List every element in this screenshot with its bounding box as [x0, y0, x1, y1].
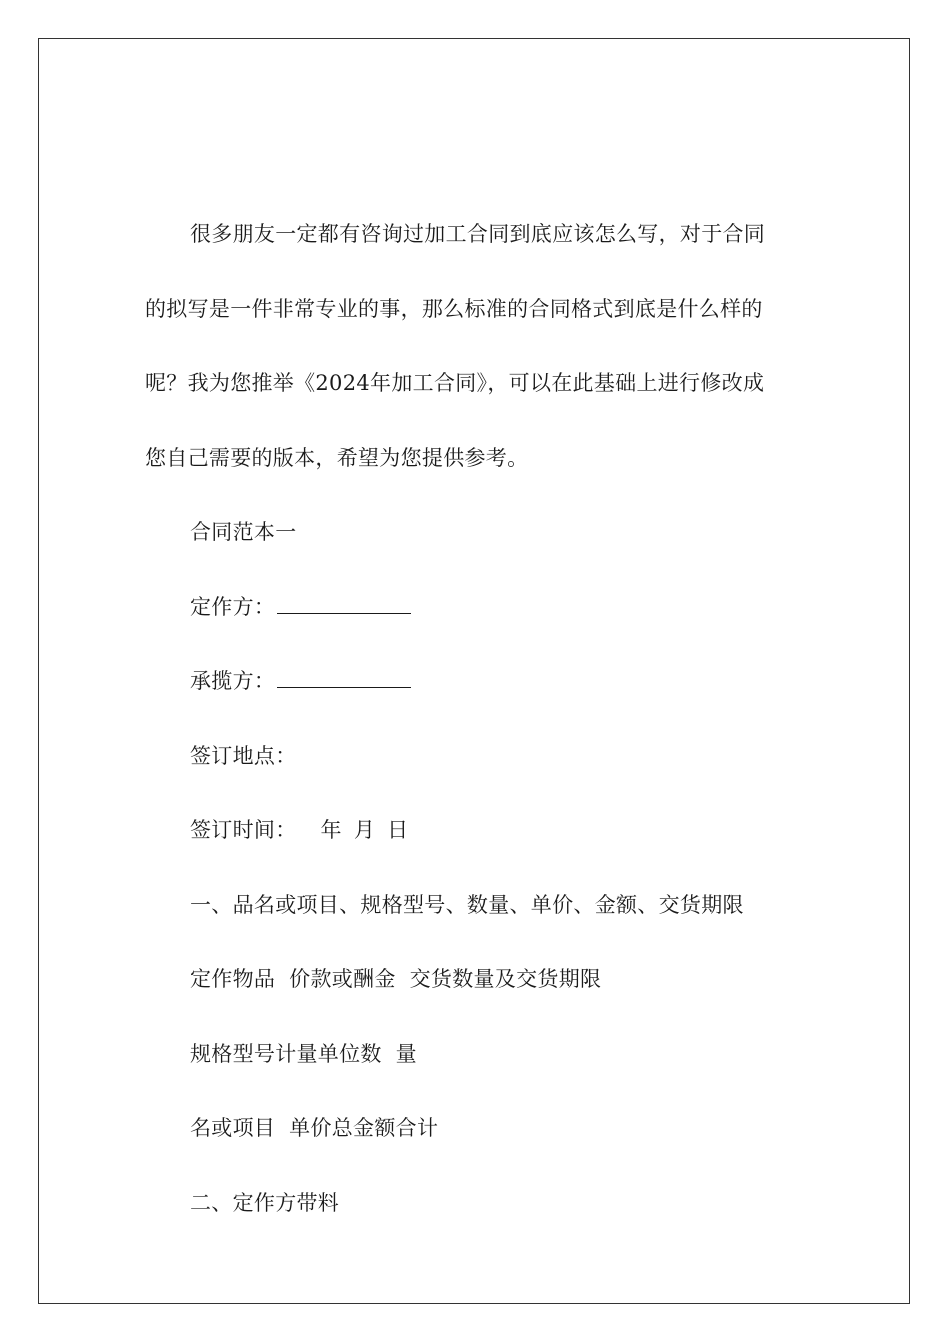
table-header-1-text: 定作物品 价款或酬金 交货数量及交货期限	[190, 967, 602, 991]
sign-place-row	[145, 719, 805, 794]
table-header-2-text: 规格型号计量单位数 量	[190, 1041, 417, 1066]
table-header-3-text: 名或项目 单价总金额合计	[190, 1116, 439, 1140]
party-a-row	[145, 570, 805, 645]
table-header-row-1	[145, 942, 805, 1017]
party-b-row	[145, 644, 805, 719]
party-b-blank	[277, 673, 411, 688]
sign-time-row	[145, 793, 805, 868]
contract-sample-title	[145, 495, 805, 570]
sign-time-label: 签订时间：	[190, 818, 297, 842]
sign-time-month: 月	[353, 818, 376, 842]
document-body	[145, 197, 805, 1240]
party-b-label: 承揽方：	[190, 669, 276, 693]
party-a-label: 定作方：	[190, 594, 276, 619]
section-1-text: 一、品名或项目、规格型号、数量、单价、金额、交货期限	[190, 892, 744, 917]
table-header-row-3	[145, 1091, 805, 1166]
sign-place-label: 签订地点：	[190, 743, 297, 768]
sign-time-year: 年	[320, 818, 342, 842]
intro-line-3: 呢？我为您推举《2024年加工合同》，可以在此基础上进行修改成	[145, 371, 765, 395]
table-header-row-2	[145, 1017, 805, 1092]
intro-line-4: 您自己需要的版本，希望为您提供参考。	[145, 445, 529, 470]
section-2-text: 二、定作方带料	[190, 1190, 340, 1215]
section-1-heading	[145, 868, 805, 943]
intro-line-2: 的拟写是一件非常专业的事，那么标准的合同格式到底是什么样的	[145, 296, 763, 321]
sample-title-text: 合同范本一	[190, 520, 297, 544]
sign-time-day: 日	[387, 818, 409, 842]
intro-line-1: 很多朋友一定都有咨询过加工合同到底应该怎么写，对于合同	[190, 222, 766, 246]
intro-paragraph	[145, 197, 805, 495]
section-2-heading	[145, 1166, 805, 1241]
party-a-blank	[277, 599, 411, 614]
